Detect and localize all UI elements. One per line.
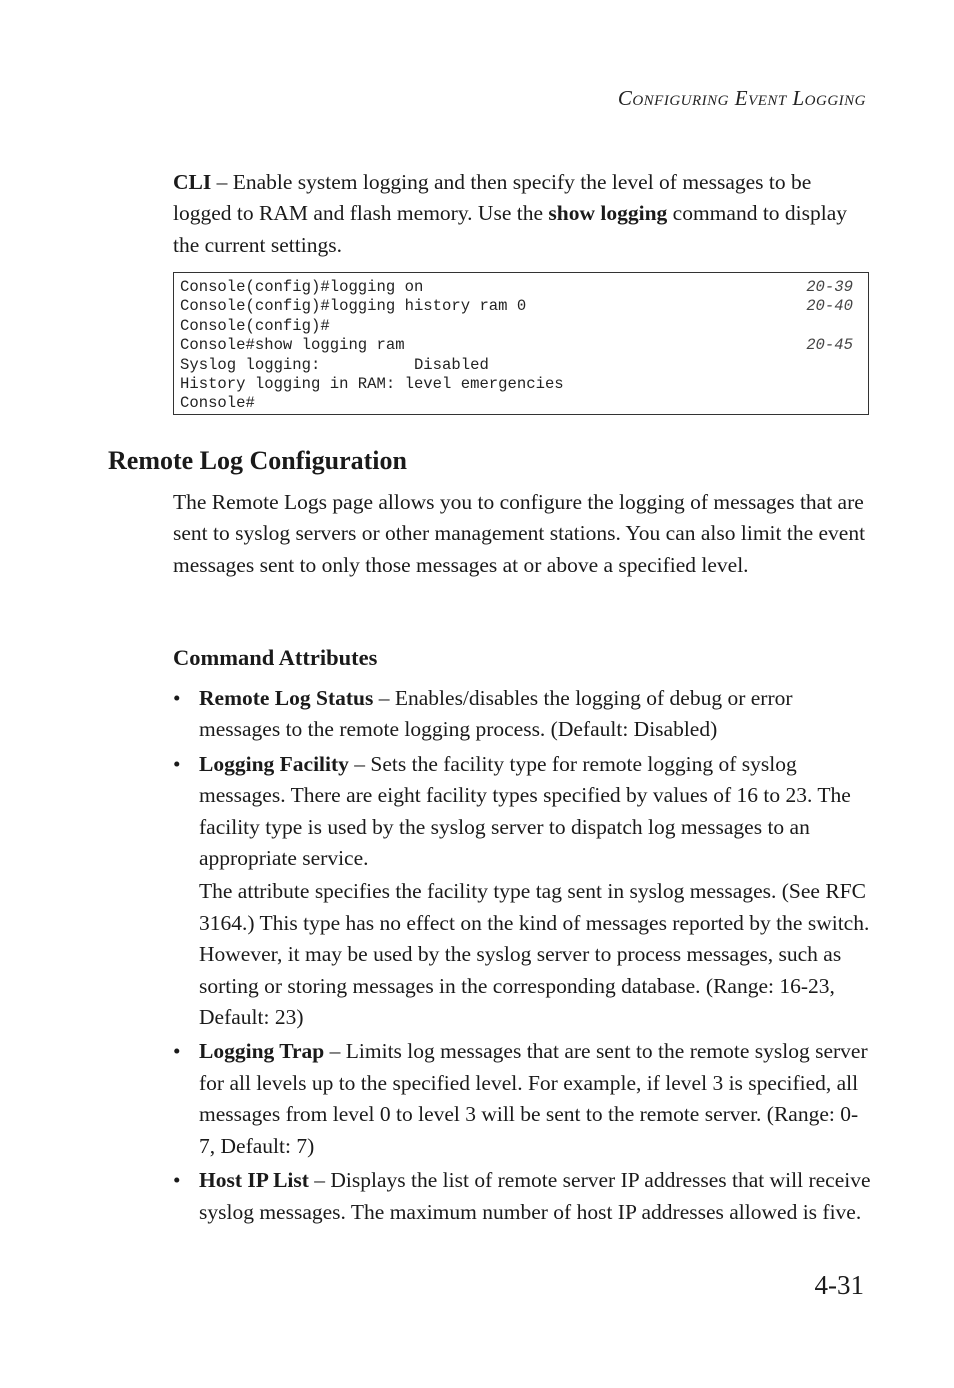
code-text: Console(config)#logging history ram 0 — [180, 297, 527, 316]
code-text: Console# — [180, 394, 255, 413]
page-number: 4-31 — [814, 1270, 864, 1300]
item-body — [199, 683, 873, 746]
item-desc: – Limits log messages that are sent to the remote syslog server for all levels up to the specified level. For example, if level 3 is specified, all messages from level 0 to level 3 will be sent to the remote server. (Range: 0-7, Default: 7) — [199, 1039, 868, 1158]
item-term: Logging Trap — [199, 1039, 325, 1064]
cli-code-block — [173, 272, 869, 415]
cli-label: CLI — [173, 170, 212, 194]
list-item — [173, 749, 873, 1034]
item-term: Logging Facility — [199, 751, 349, 776]
code-line — [180, 394, 853, 413]
code-text: Syslog logging: Disabled — [180, 355, 489, 374]
item-desc: – Enables/disables the logging of debug or error messages to the remote logging process. (Default: Disabled) — [199, 686, 793, 742]
item-extra: The attribute specifies the facility type tag sent in syslog messages. (See RFC 3164.) This type has no effect on the kind of messages reported by the switch. However, it may be used by the syslog server to process messages, such as sorting or storing messages in the corresponding database. (Range: 16-23, Default: 23) — [199, 879, 870, 1030]
running-header: Configuring Event Logging — [617, 86, 866, 110]
section-title: Remote Log Configuration — [108, 446, 407, 475]
attributes-list — [173, 683, 873, 1231]
list-item — [173, 1165, 873, 1228]
item-term: Host IP List — [199, 1168, 309, 1193]
item-body — [199, 749, 873, 875]
bullet-mark: • — [173, 686, 181, 710]
item-term: Remote Log Status — [199, 686, 374, 710]
code-text: History logging in RAM: level emergencies — [180, 375, 564, 394]
code-text: Console(config)# — [180, 316, 330, 335]
list-item — [173, 1036, 873, 1162]
cli-text-2: command to display the current settings. — [173, 201, 848, 257]
code-text: Console(config)#logging on — [180, 278, 424, 296]
cli-text-1: – Enable system logging and then specify the level of messages to be logged to RAM and flash memory. Use the — [173, 170, 812, 226]
code-ref: 20-39 — [806, 278, 853, 296]
item-body — [199, 1036, 873, 1162]
code-line — [180, 278, 853, 297]
bullet-mark: • — [173, 751, 181, 776]
code-text: Console#show logging ram — [180, 336, 405, 355]
code-line — [180, 317, 853, 336]
code-line — [180, 375, 853, 394]
code-line — [180, 356, 853, 375]
cli-paragraph — [173, 167, 873, 261]
code-line — [180, 336, 853, 355]
code-ref: 20-40 — [806, 297, 853, 316]
section-intro: The Remote Logs page allows you to configure the logging of messages that are sent to syslog servers or other management stations. You can also limit the event messages sent to only those messages at or above a specified level. — [173, 490, 866, 577]
item-desc: – Displays the list of remote server IP addresses that will receive syslog messages. The maximum number of host IP addresses allowed is five. — [199, 1168, 871, 1224]
bullet-mark: • — [173, 1168, 181, 1193]
list-item — [173, 683, 873, 746]
item-body — [199, 1165, 873, 1228]
attributes-title: Command Attributes — [173, 645, 378, 670]
code-ref: 20-45 — [806, 336, 853, 355]
bullet-mark: • — [173, 1039, 181, 1064]
code-line — [180, 297, 853, 316]
show-logging-command: show logging — [548, 201, 668, 226]
item-desc: – Sets the facility type for remote logging of syslog messages. There are eight facility types specified by values of 16 to 23. The facility type is used by the syslog server to dispatch log messages to an appropriate service. — [199, 751, 851, 871]
